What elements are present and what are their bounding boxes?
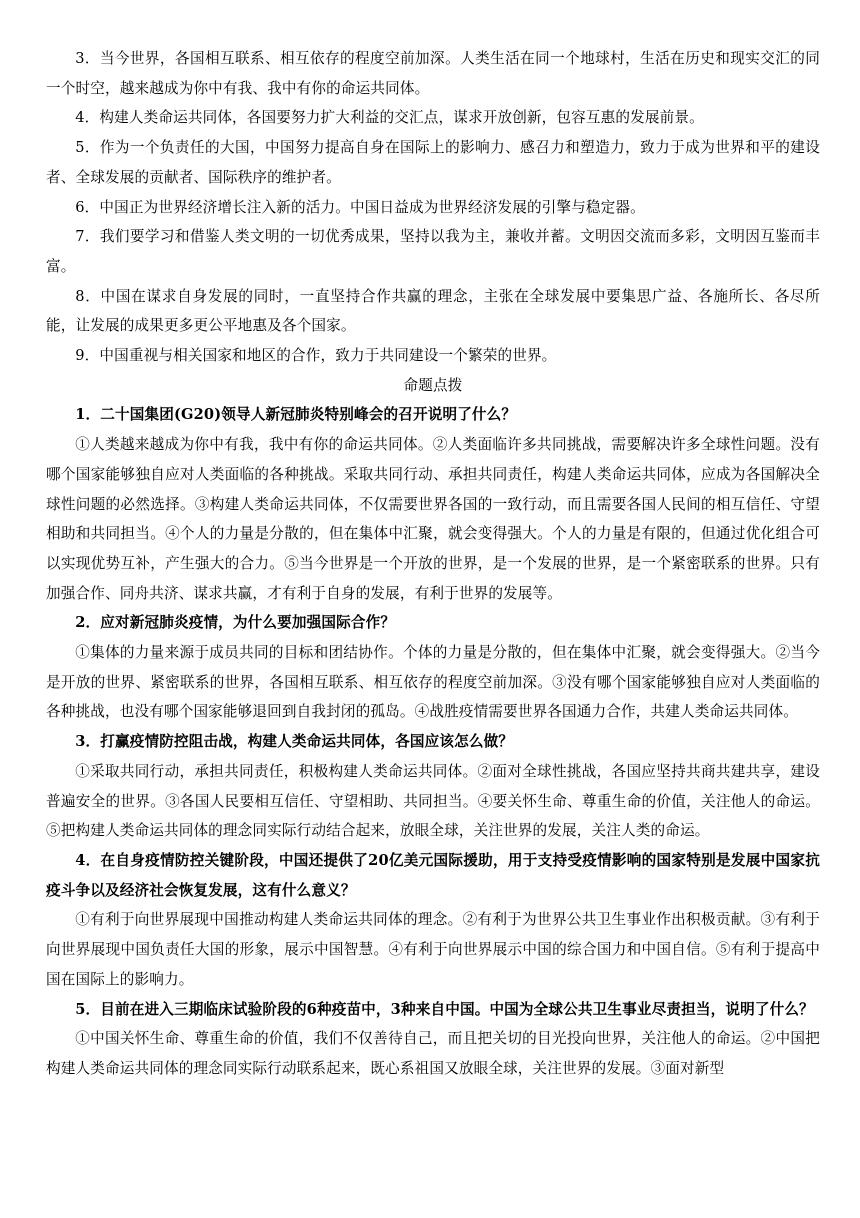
point-7: 7．我们要学习和借鉴人类文明的一切优秀成果，坚持以我为主，兼收并蓄。文明因交流而多彩，文明因互鉴而丰富。 — [46, 228, 820, 275]
point-5: 5．作为一个负责任的大国，中国努力提高自身在国际上的影响力、感召力和塑造力，致力于成为世界和平的建设者、全球发展的贡献者、国际秩序的维护者。 — [46, 139, 820, 186]
section-title: 命题点拨 — [403, 376, 463, 394]
point-6: 6．中国正为世界经济增长注入新的活力。中国日益成为世界经济发展的引擎与稳定器。 — [75, 198, 645, 216]
answer-1: ①人类越来越成为你中有我，我中有你的命运共同体。②人类面临许多共同挑战，需要解决许多全球性问题。没有哪个国家能够独自应对人类面临的各种挑战。采取共同行动、承担共同责任，构建人类命运共同体，应成为各国解决全球性问题的必然选择。③构建人类命运共同体，不仅需要世界各国的一致行动，而且需要各国人民间的相互信任、守望相助和共同担当。④个人的力量是分散的，但在集体中汇聚，就会变得强大。个人的力量是有限的，但通过优化组合可以实现优势互补，产生强大的合力。⑤当今世界是一个开放的世界，是一个发展的世界，是一个紧密联系的世界。只有加强合作、同舟共济、谋求共赢，才有利于自身的发展，有利于世界的发展等。 — [46, 436, 820, 602]
answer-2: ①集体的力量来源于成员共同的目标和团结协作。个体的力量是分散的，但在集体中汇聚，就会变得强大。②当今是开放的世界、紧密联系的世界，各国相互联系、相互依存的程度空前加深。③没有哪个国家能够独自应对人类面临的各种挑战，也没有哪个国家能够退回到自我封闭的孤岛。④战胜疫情需要世界各国通力合作，共建人类命运共同体。 — [46, 644, 820, 721]
point-8: 8．中国在谋求自身发展的同时，一直坚持合作共赢的理念，主张在全球发展中要集思广益、各施所长、各尽所能，让发展的成果更多更公平地惠及各个国家。 — [46, 287, 820, 335]
point-4: 4．构建人类命运共同体，各国要努力扩大利益的交汇点，谋求开放创新，包容互惠的发展前景。 — [75, 109, 704, 127]
question-5: 5．目前在进入三期临床试验阶段的6种疫苗中，3种来自中国。中国为全球公共卫生事业尽责担当，说明了什么？ — [75, 1000, 814, 1018]
point-3: 3．当今世界，各国相互联系、相互依存的程度空前加深。人类生活在同一个地球村，生活在历史和现实交汇的同一个时空，越来越成为你中有我、我中有你的命运共同体。 — [46, 50, 820, 97]
answer-3: ①采取共同行动，承担共同责任，积极构建人类命运共同体。②面对全球性挑战，各国应坚持共商共建共享，建设普遍安全的世界。③各国人民要相互信任、守望相助、共同担当。④要关怀生命、尊重生命的价值，关注他人的命运。⑤把构建人类命运共同体的理念同实际行动结合起来，放眼全球，关注世界的发展，关注人类的命运。 — [46, 762, 820, 840]
question-3: 3．打赢疫情防控阻击战，构建人类命运共同体，各国应该怎么做？ — [75, 733, 514, 751]
question-2: 2．应对新冠肺炎疫情，为什么要加强国际合作？ — [75, 614, 396, 632]
question-1: 1．二十国集团(G20)领导人新冠肺炎特别峰会的召开说明了什么？ — [75, 406, 517, 424]
answer-5: ①中国关怀生命、尊重生命的价值，我们不仅善待自己，而且把关切的目光投向世界，关注他人的命运。②中国把构建人类命运共同体的理念同实际行动联系起来，既心系祖国又放眼全球，关注世界的发展。③面对新型 — [46, 1030, 820, 1077]
point-9: 9．中国重视与相关国家和地区的合作，致力于共同建设一个繁荣的世界。 — [75, 347, 557, 365]
answer-4: ①有利于向世界展现中国推动构建人类命运共同体的理念。②有利于为世界公共卫生事业作出积极贡献。③有利于向世界展现中国负责任大国的形象，展示中国智慧。④有利于向世界展示中国的综合国力和中国自信。⑤有利于提高中国在国际上的影响力。 — [46, 911, 820, 988]
question-4: 4．在自身疫情防控关键阶段，中国还提供了20亿美元国际援助，用于支持受疫情影响的国家特别是发展中国家抗疫斗争以及经济社会恢复发展，这有什么意义？ — [46, 851, 820, 899]
